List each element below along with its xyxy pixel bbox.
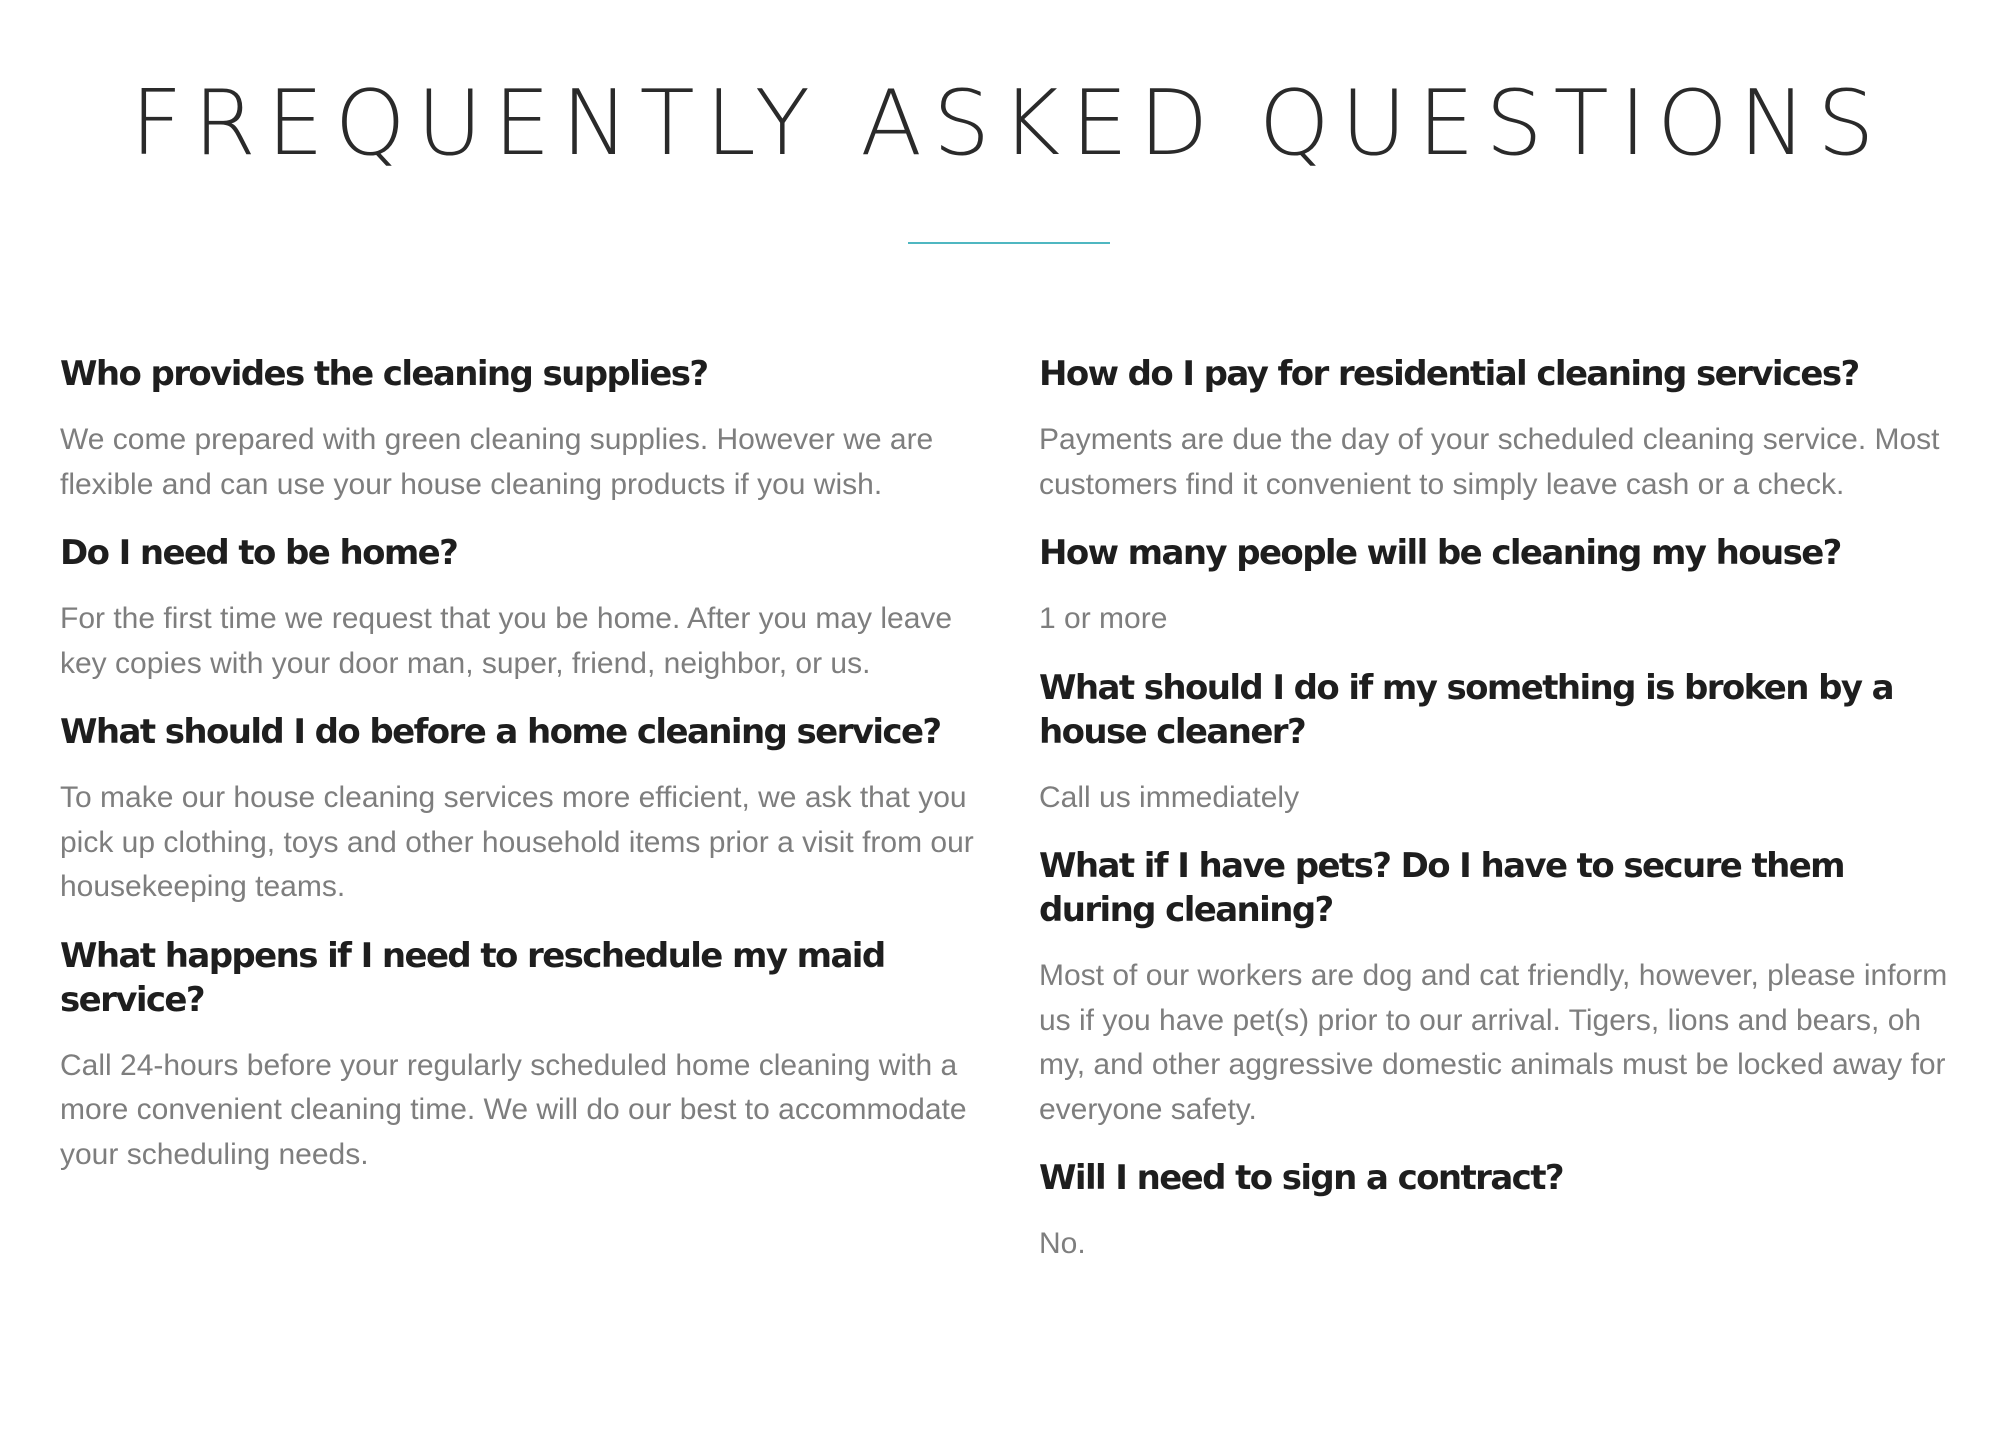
faq-question: What happens if I need to reschedule my maid service? <box>60 935 885 1020</box>
faq-item <box>60 352 990 507</box>
faq-question: Who provides the cleaning supplies? <box>60 354 708 394</box>
faq-item <box>60 934 990 1178</box>
faq-item <box>1039 666 1969 821</box>
faq-answer: Call us immediately <box>1039 780 1300 814</box>
faq-item <box>1039 1156 1969 1267</box>
page-title: FREQUENTLY ASKED QUESTIONS <box>130 71 1886 176</box>
faq-answer: For the first time we request that you be home. After you may leave key copies with your door man, super, friend, neighbor, or us. <box>60 602 953 680</box>
faq-answer: To make our house cleaning services more efficient, we ask that you pick up clothing, toys and other household items prior a visit from our housekeeping teams. <box>60 781 974 903</box>
faq-question: How do I pay for residential cleaning services? <box>1039 354 1859 394</box>
faq-answer: No. <box>1039 1227 1086 1260</box>
faq-question: How many people will be cleaning my house? <box>1039 533 1841 573</box>
faq-answer: Call 24-hours before your regularly scheduled home cleaning with a more convenient cleaning time. We will do our best to accommodate your scheduling needs. <box>60 1048 967 1171</box>
faq-answer: 1 or more <box>1039 602 1168 635</box>
faq-answer: We come prepared with green cleaning supplies. However we are flexible and can use your house cleaning products if you wish. <box>60 423 934 501</box>
faq-question: What if I have pets? Do I have to secure them during cleaning? <box>1039 846 1844 930</box>
faq-column-right <box>1039 352 1969 1291</box>
faq-item <box>1039 844 1969 1132</box>
faq-item <box>1039 531 1969 642</box>
faq-item <box>60 710 990 910</box>
faq-item <box>60 531 990 686</box>
faq-question: Will I need to sign a contract? <box>1039 1158 1564 1198</box>
faq-question: What should I do if my something is broken by a house cleaner? <box>1039 667 1893 752</box>
faq-answer: Payments are due the day of your scheduled cleaning service. Most customers find it convenient to simply leave cash or a check. <box>1039 423 1940 501</box>
faq-question: Do I need to be home? <box>60 533 458 573</box>
faq-column-left <box>60 352 990 1201</box>
faq-answer: Most of our workers are dog and cat friendly, however, please inform us if you have pet(s) prior to our arrival. Tigers, lions and bears, oh my, and other aggressive domestic animals must be locked away for everyone safety. <box>1039 959 1948 1126</box>
faq-question: What should I do before a home cleaning service? <box>60 712 941 752</box>
faq-item <box>1039 352 1969 507</box>
title-divider <box>908 242 1110 244</box>
